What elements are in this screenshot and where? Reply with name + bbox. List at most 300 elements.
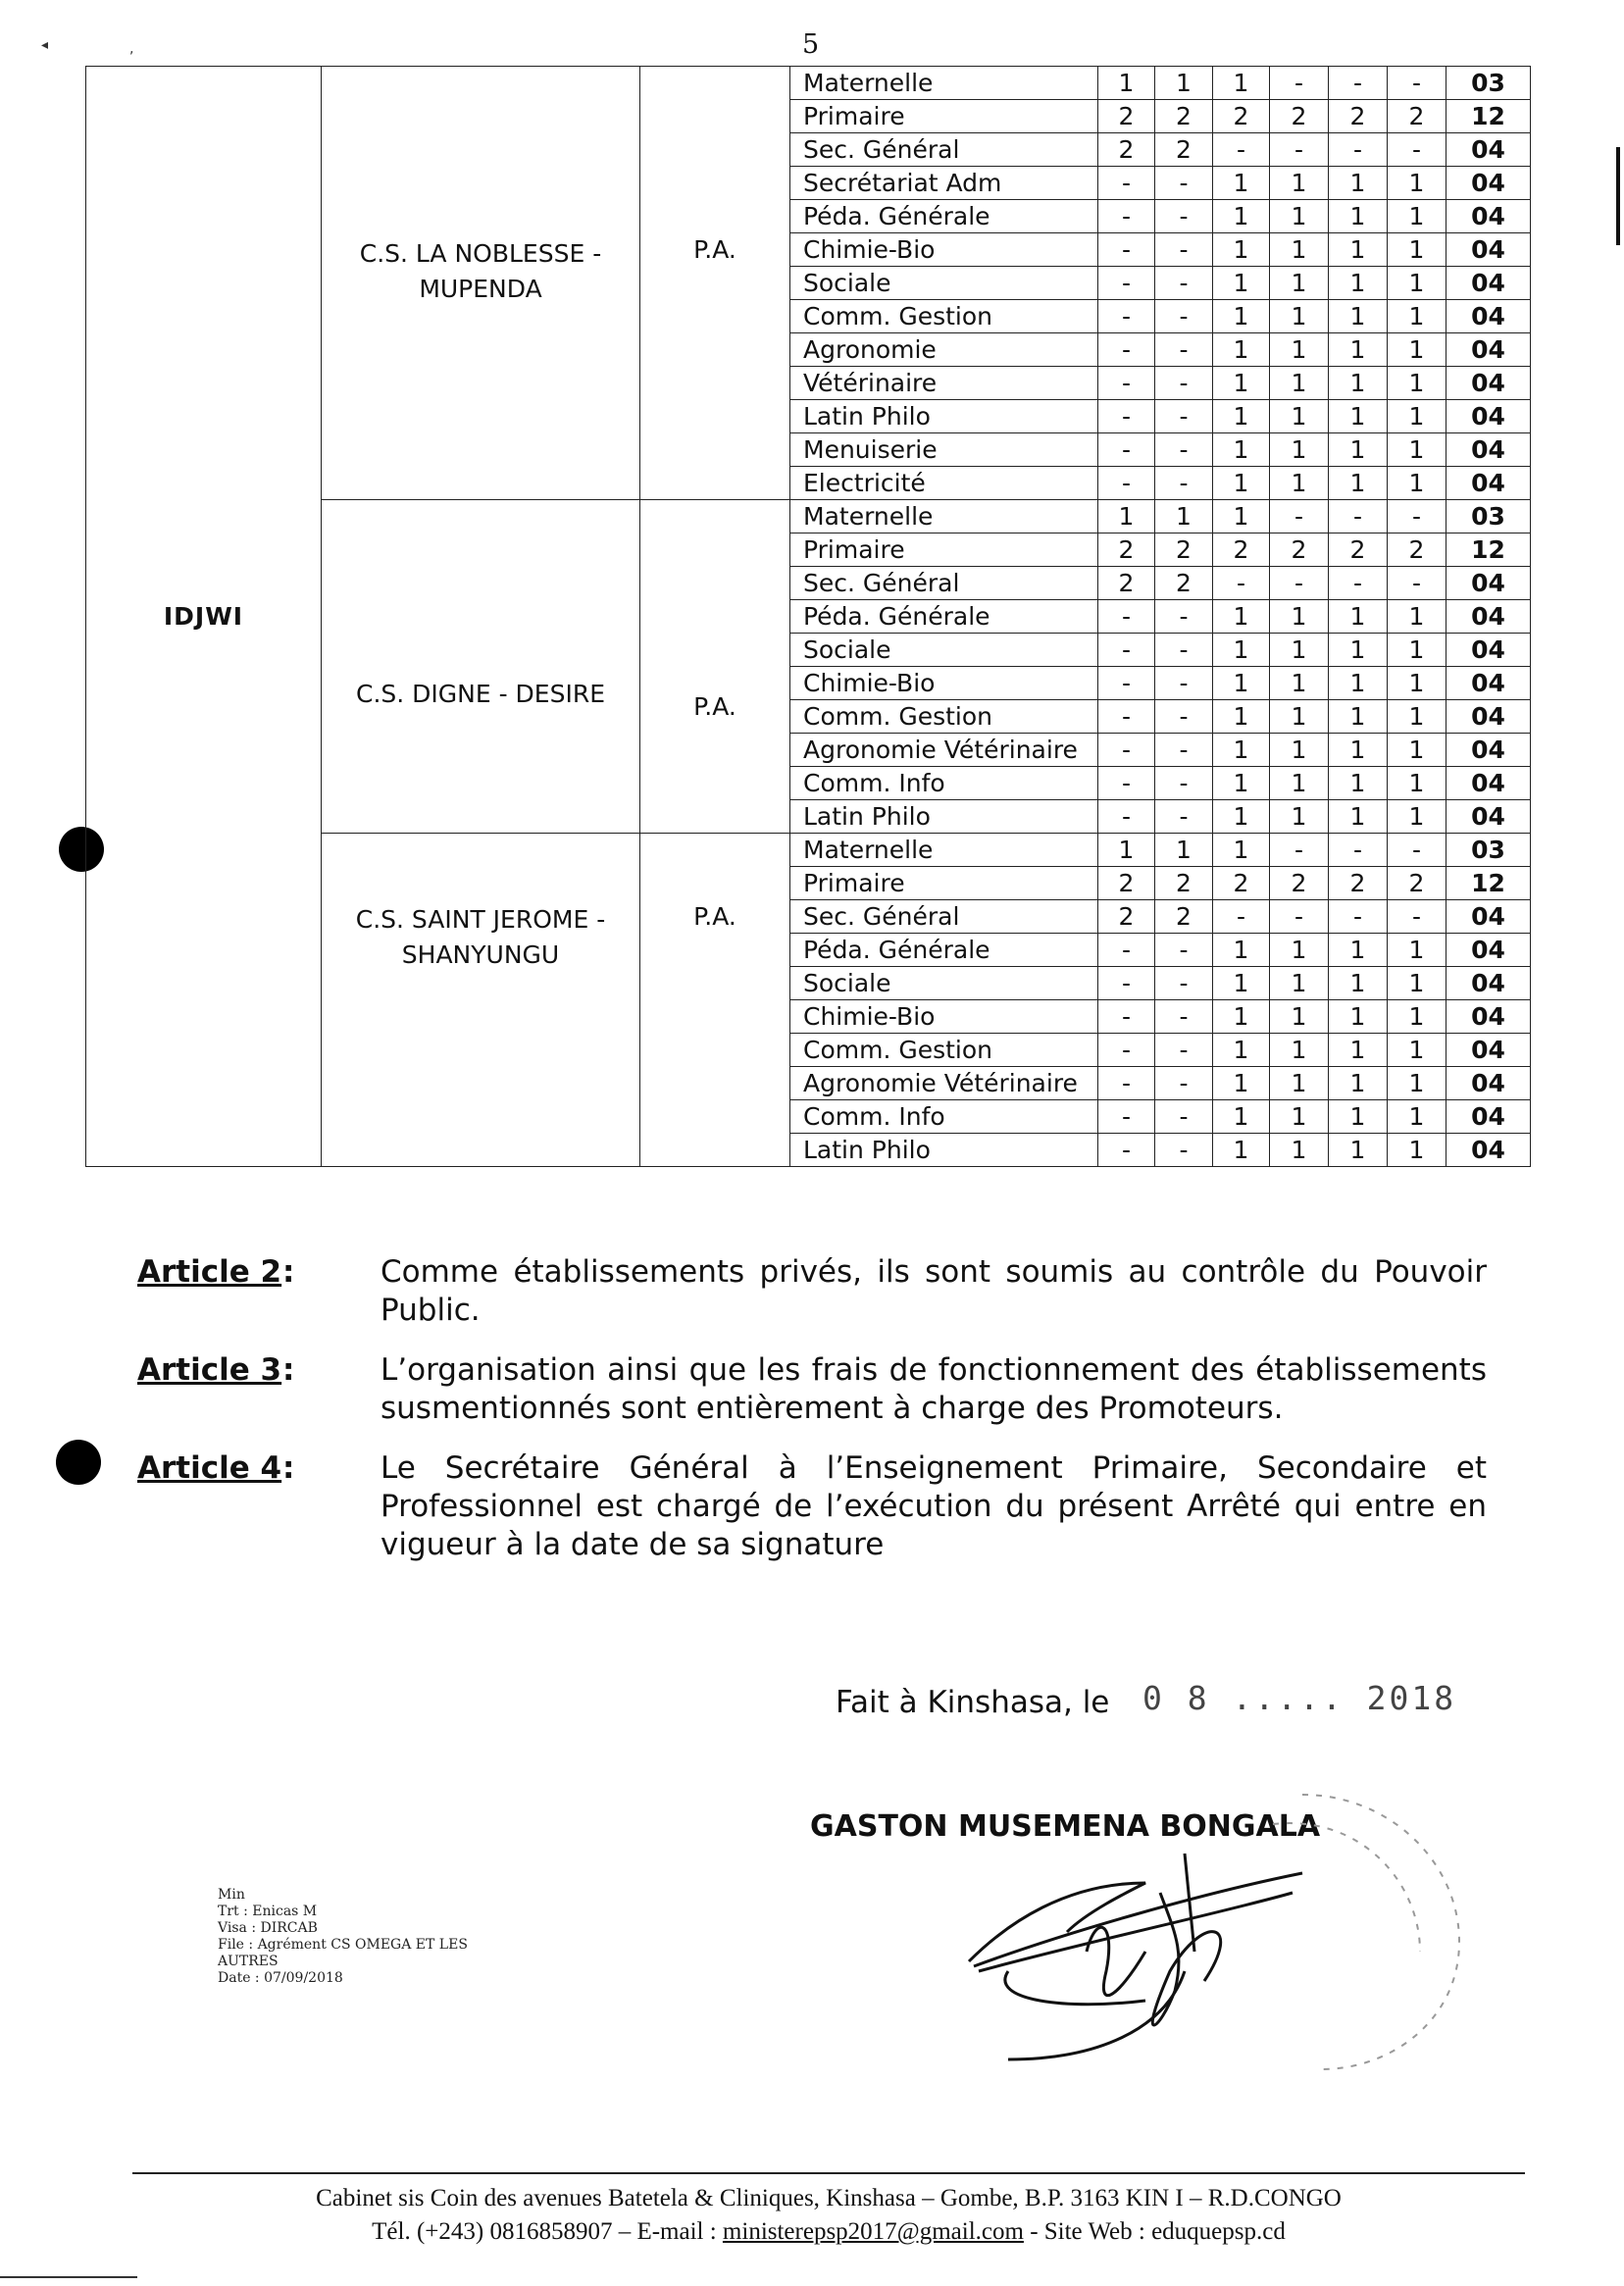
class-count: - <box>1098 967 1155 1000</box>
row-total: 04 <box>1446 467 1531 500</box>
row-total: 04 <box>1446 800 1531 834</box>
class-count: - <box>1155 233 1213 267</box>
status-label: P.A. <box>693 235 736 264</box>
signer-name: GASTON MUSEMENA BONGALA <box>810 1809 1321 1844</box>
row-total: 04 <box>1446 200 1531 233</box>
class-count: - <box>1388 834 1446 867</box>
class-count: 2 <box>1098 867 1155 900</box>
class-count: - <box>1098 934 1155 967</box>
class-count: 1 <box>1270 1067 1329 1100</box>
ref-date: Date : 07/09/2018 <box>218 1970 343 1986</box>
class-count: 1 <box>1388 300 1446 333</box>
class-count: - <box>1155 200 1213 233</box>
class-count: 1 <box>1329 600 1388 634</box>
class-count: 1 <box>1155 500 1213 533</box>
class-count: - <box>1213 133 1270 167</box>
class-count: - <box>1155 433 1213 467</box>
class-count: 1 <box>1329 200 1388 233</box>
class-count: 1 <box>1213 67 1270 100</box>
ref-min: Min <box>218 1887 245 1903</box>
class-count: 1 <box>1388 600 1446 634</box>
section-name: Latin Philo <box>790 1134 1098 1167</box>
school-name-cell <box>322 67 640 500</box>
section-name: Primaire <box>790 867 1098 900</box>
table-row <box>86 67 1531 100</box>
class-count: 1 <box>1329 300 1388 333</box>
section-name: Latin Philo <box>790 400 1098 433</box>
class-count: - <box>1098 167 1155 200</box>
class-count: 2 <box>1270 100 1329 133</box>
class-count: 1 <box>1388 1034 1446 1067</box>
class-count: - <box>1155 667 1213 700</box>
section-name: Primaire <box>790 533 1098 567</box>
class-count: 1 <box>1270 1034 1329 1067</box>
section-name: Comm. Gestion <box>790 1034 1098 1067</box>
class-count: 1 <box>1270 200 1329 233</box>
class-count: 1 <box>1329 1034 1388 1067</box>
class-count: 1 <box>1213 333 1270 367</box>
class-count: 1 <box>1213 634 1270 667</box>
ref-file: File : Agrément CS OMEGA ET LES <box>218 1937 468 1953</box>
class-count: 1 <box>1098 834 1155 867</box>
class-count: - <box>1155 467 1213 500</box>
class-count: - <box>1098 734 1155 767</box>
class-count: 1 <box>1270 1000 1329 1034</box>
class-count: 2 <box>1329 100 1388 133</box>
class-count: 2 <box>1155 867 1213 900</box>
class-count: 1 <box>1329 800 1388 834</box>
class-count: 1 <box>1329 934 1388 967</box>
class-count: - <box>1155 934 1213 967</box>
reference-block <box>218 1887 468 1987</box>
date-stamp: 0 8 ..... 2018 <box>1142 1679 1457 1717</box>
row-total: 04 <box>1446 133 1531 167</box>
class-count: - <box>1098 367 1155 400</box>
section-name: Sec. Général <box>790 900 1098 934</box>
page-number: 5 <box>802 29 820 60</box>
class-count: - <box>1270 133 1329 167</box>
class-count: - <box>1155 1034 1213 1067</box>
class-count: - <box>1155 600 1213 634</box>
region-cell: IDJWI <box>86 67 322 1167</box>
class-count: - <box>1098 333 1155 367</box>
class-count: 1 <box>1270 967 1329 1000</box>
place-date: Fait à Kinshasa, le <box>836 1685 1110 1720</box>
row-total: 04 <box>1446 734 1531 767</box>
scan-edge <box>0 2276 137 2278</box>
class-count: 1 <box>1213 1067 1270 1100</box>
class-count: 2 <box>1098 133 1155 167</box>
row-total: 04 <box>1446 267 1531 300</box>
class-count: 2 <box>1329 533 1388 567</box>
section-name: Sociale <box>790 634 1098 667</box>
class-count: 1 <box>1213 667 1270 700</box>
class-count: - <box>1155 767 1213 800</box>
row-total: 04 <box>1446 967 1531 1000</box>
class-count: 1 <box>1388 267 1446 300</box>
class-count: 1 <box>1213 1034 1270 1067</box>
class-count: 1 <box>1329 167 1388 200</box>
class-count: 1 <box>1329 634 1388 667</box>
class-count: - <box>1155 167 1213 200</box>
scan-mark: , <box>129 41 134 57</box>
footer-email-link[interactable]: ministerepsp2017@gmail.com <box>722 2218 1024 2245</box>
class-count: 1 <box>1213 600 1270 634</box>
row-total: 04 <box>1446 634 1531 667</box>
footer-divider <box>132 2172 1525 2174</box>
section-name: Comm. Info <box>790 767 1098 800</box>
class-count: - <box>1098 600 1155 634</box>
class-count: 2 <box>1213 533 1270 567</box>
school-name: C.S. LA NOBLESSE - <box>359 239 602 268</box>
class-count: 2 <box>1155 900 1213 934</box>
class-count: 1 <box>1213 200 1270 233</box>
row-total: 12 <box>1446 533 1531 567</box>
class-count: - <box>1098 800 1155 834</box>
class-count: - <box>1098 1134 1155 1167</box>
class-count: 1 <box>1388 800 1446 834</box>
class-count: - <box>1098 400 1155 433</box>
section-name: Péda. Générale <box>790 600 1098 634</box>
class-count: 1 <box>1388 333 1446 367</box>
class-count: 1 <box>1388 167 1446 200</box>
row-total: 12 <box>1446 867 1531 900</box>
section-name: Electricité <box>790 467 1098 500</box>
class-count: - <box>1155 367 1213 400</box>
class-count: - <box>1098 767 1155 800</box>
class-count: 1 <box>1329 767 1388 800</box>
class-count: - <box>1388 567 1446 600</box>
class-count: 1 <box>1329 400 1388 433</box>
class-count: 1 <box>1213 967 1270 1000</box>
footer-contact <box>132 2218 1525 2246</box>
class-count: - <box>1213 900 1270 934</box>
class-count: - <box>1329 567 1388 600</box>
class-count: - <box>1213 567 1270 600</box>
class-count: 2 <box>1329 867 1388 900</box>
row-total: 04 <box>1446 1000 1531 1034</box>
class-count: 1 <box>1329 233 1388 267</box>
class-count: 1 <box>1213 267 1270 300</box>
class-count: 1 <box>1329 1134 1388 1167</box>
row-total: 04 <box>1446 567 1531 600</box>
section-name: Sociale <box>790 967 1098 1000</box>
class-count: 2 <box>1155 133 1213 167</box>
school-name: C.S. SAINT JEROME - <box>355 905 606 934</box>
school-name-cell <box>322 500 640 834</box>
ref-trt: Trt : Enicas M <box>218 1904 318 1919</box>
class-count: - <box>1098 700 1155 734</box>
class-count: 1 <box>1388 400 1446 433</box>
class-count: 1 <box>1213 500 1270 533</box>
section-name: Comm. Gestion <box>790 700 1098 734</box>
class-count: - <box>1155 734 1213 767</box>
class-count: - <box>1098 267 1155 300</box>
class-count: 2 <box>1098 100 1155 133</box>
class-count: - <box>1098 300 1155 333</box>
class-count: 2 <box>1213 867 1270 900</box>
section-name: Agronomie <box>790 333 1098 367</box>
row-total: 04 <box>1446 900 1531 934</box>
class-count: - <box>1155 1100 1213 1134</box>
class-count: 1 <box>1213 1100 1270 1134</box>
class-count: - <box>1098 200 1155 233</box>
class-count: - <box>1329 834 1388 867</box>
class-count: 1 <box>1388 734 1446 767</box>
class-count: 1 <box>1388 700 1446 734</box>
status-label: P.A. <box>693 692 736 721</box>
class-count: 1 <box>1270 1100 1329 1134</box>
section-name: Sec. Général <box>790 567 1098 600</box>
article-label: Article 4 <box>137 1450 282 1486</box>
class-count: - <box>1270 834 1329 867</box>
signature-and-seal <box>949 1775 1479 2099</box>
section-name: Maternelle <box>790 67 1098 100</box>
class-count: 1 <box>1329 433 1388 467</box>
class-count: 1 <box>1329 333 1388 367</box>
class-count: - <box>1329 133 1388 167</box>
class-count: 1 <box>1329 734 1388 767</box>
class-count: - <box>1098 667 1155 700</box>
class-count: 1 <box>1388 1067 1446 1100</box>
class-count: 1 <box>1213 834 1270 867</box>
class-count: 1 <box>1270 467 1329 500</box>
class-count: 1 <box>1213 433 1270 467</box>
class-count: 1 <box>1388 634 1446 667</box>
class-count: 2 <box>1270 533 1329 567</box>
class-count: 1 <box>1213 233 1270 267</box>
class-count: 1 <box>1270 667 1329 700</box>
class-count: 1 <box>1329 1100 1388 1134</box>
class-count: - <box>1155 333 1213 367</box>
scan-edge <box>1616 147 1620 245</box>
class-count: - <box>1098 1034 1155 1067</box>
class-count: - <box>1155 967 1213 1000</box>
class-count: - <box>1270 900 1329 934</box>
row-total: 12 <box>1446 100 1531 133</box>
class-count: 2 <box>1155 100 1213 133</box>
footer-tel: Tél. (+243) 0816858907 – E-mail : <box>372 2218 723 2245</box>
section-name: Chimie-Bio <box>790 1000 1098 1034</box>
section-name: Comm. Info <box>790 1100 1098 1134</box>
row-total: 04 <box>1446 600 1531 634</box>
section-name: Péda. Générale <box>790 934 1098 967</box>
class-count: 1 <box>1213 367 1270 400</box>
status-cell <box>640 500 790 834</box>
class-count: - <box>1098 1100 1155 1134</box>
ref-visa: Visa : DIRCAB <box>218 1920 318 1936</box>
row-total: 03 <box>1446 67 1531 100</box>
class-count: 1 <box>1213 400 1270 433</box>
school-name-cell <box>322 834 640 1167</box>
class-count: - <box>1098 433 1155 467</box>
class-count: 1 <box>1213 700 1270 734</box>
class-count: 2 <box>1213 100 1270 133</box>
class-count: 2 <box>1388 867 1446 900</box>
class-count: 1 <box>1270 800 1329 834</box>
class-count: 2 <box>1155 533 1213 567</box>
class-count: - <box>1155 700 1213 734</box>
class-count: - <box>1155 267 1213 300</box>
class-count: - <box>1388 900 1446 934</box>
class-count: 1 <box>1270 400 1329 433</box>
class-count: 1 <box>1388 233 1446 267</box>
class-count: 1 <box>1213 467 1270 500</box>
class-count: 1 <box>1388 934 1446 967</box>
class-count: - <box>1098 1067 1155 1100</box>
class-count: - <box>1329 900 1388 934</box>
class-count: - <box>1155 300 1213 333</box>
class-count: 1 <box>1329 267 1388 300</box>
class-count: - <box>1388 133 1446 167</box>
row-total: 04 <box>1446 300 1531 333</box>
class-count: 1 <box>1388 767 1446 800</box>
class-count: 2 <box>1098 900 1155 934</box>
class-count: - <box>1329 500 1388 533</box>
class-count: 1 <box>1270 300 1329 333</box>
class-count: 1 <box>1155 67 1213 100</box>
section-name: Maternelle <box>790 834 1098 867</box>
row-total: 04 <box>1446 333 1531 367</box>
row-total: 04 <box>1446 1100 1531 1134</box>
class-count: 1 <box>1155 834 1213 867</box>
class-count: 1 <box>1388 667 1446 700</box>
school-name-cont: SHANYUNGU <box>401 940 560 969</box>
class-count: 1 <box>1213 800 1270 834</box>
class-count: - <box>1098 467 1155 500</box>
class-count: - <box>1155 800 1213 834</box>
class-count: 1 <box>1329 467 1388 500</box>
section-name: Sec. Général <box>790 133 1098 167</box>
class-count: - <box>1155 400 1213 433</box>
class-count: 1 <box>1329 700 1388 734</box>
class-count: 1 <box>1388 367 1446 400</box>
status-cell <box>640 67 790 500</box>
row-total: 04 <box>1446 1034 1531 1067</box>
class-count: - <box>1155 1134 1213 1167</box>
class-count: 2 <box>1155 567 1213 600</box>
class-count: 1 <box>1213 934 1270 967</box>
class-count: 2 <box>1388 533 1446 567</box>
row-total: 04 <box>1446 934 1531 967</box>
scan-mark: ◂ <box>41 37 49 53</box>
class-count: - <box>1098 233 1155 267</box>
row-total: 03 <box>1446 834 1531 867</box>
ref-file-cont: AUTRES <box>218 1954 279 1969</box>
class-count: 1 <box>1270 734 1329 767</box>
class-count: 1 <box>1098 67 1155 100</box>
class-count: 1 <box>1098 500 1155 533</box>
section-name: Menuiserie <box>790 433 1098 467</box>
class-count: 2 <box>1098 567 1155 600</box>
row-total: 04 <box>1446 433 1531 467</box>
section-name: Péda. Générale <box>790 200 1098 233</box>
punch-hole <box>56 1440 101 1485</box>
class-count: 2 <box>1270 867 1329 900</box>
row-total: 04 <box>1446 700 1531 734</box>
row-total: 04 <box>1446 233 1531 267</box>
section-name: Chimie-Bio <box>790 667 1098 700</box>
class-count: 1 <box>1329 967 1388 1000</box>
class-count: - <box>1155 634 1213 667</box>
class-count: 1 <box>1388 1000 1446 1034</box>
class-count: 1 <box>1270 333 1329 367</box>
article-text: Comme établissements privés, ils sont soumis au contrôle du Pouvoir Public. <box>381 1254 1487 1328</box>
class-count: 1 <box>1213 1000 1270 1034</box>
schools-table <box>85 66 1531 1167</box>
section-name: Chimie-Bio <box>790 233 1098 267</box>
row-total: 04 <box>1446 767 1531 800</box>
row-total: 04 <box>1446 1134 1531 1167</box>
class-count: 1 <box>1270 433 1329 467</box>
row-total: 04 <box>1446 667 1531 700</box>
class-count: - <box>1098 634 1155 667</box>
class-count: - <box>1155 1000 1213 1034</box>
section-name: Agronomie Vétérinaire <box>790 734 1098 767</box>
school-name-cont: MUPENDA <box>419 275 542 303</box>
class-count: 1 <box>1388 1100 1446 1134</box>
class-count: 1 <box>1388 467 1446 500</box>
class-count: 2 <box>1388 100 1446 133</box>
class-count: - <box>1270 567 1329 600</box>
footer-web: - Site Web : eduquepsp.cd <box>1023 2218 1286 2245</box>
class-count: 1 <box>1213 1134 1270 1167</box>
row-total: 03 <box>1446 500 1531 533</box>
footer-address: Cabinet sis Coin des avenues Batetela & Cliniques, Kinshasa – Gombe, B.P. 3163 KIN I – R.D.CONGO <box>316 2185 1342 2211</box>
class-count: 1 <box>1388 433 1446 467</box>
class-count: 1 <box>1329 1000 1388 1034</box>
class-count: 1 <box>1213 767 1270 800</box>
school-name: C.S. DIGNE - DESIRE <box>355 680 606 708</box>
class-count: - <box>1270 500 1329 533</box>
status-label: P.A. <box>693 902 736 931</box>
class-count: - <box>1388 500 1446 533</box>
section-name: Vétérinaire <box>790 367 1098 400</box>
class-count: 1 <box>1213 167 1270 200</box>
class-count: 1 <box>1388 200 1446 233</box>
class-count: - <box>1098 1000 1155 1034</box>
class-count: - <box>1270 67 1329 100</box>
section-name: Secrétariat Adm <box>790 167 1098 200</box>
class-count: 1 <box>1388 967 1446 1000</box>
row-total: 04 <box>1446 367 1531 400</box>
class-count: 1 <box>1329 367 1388 400</box>
class-count: 1 <box>1270 367 1329 400</box>
status-cell <box>640 834 790 1167</box>
class-count: 1 <box>1329 1067 1388 1100</box>
article-text: L’organisation ainsi que les frais de fonctionnement des établissements susmentionnés sont entièrement à charge des Promoteurs. <box>381 1352 1487 1426</box>
article-text: Le Secrétaire Général à l’Enseignement Primaire, Secondaire et Professionnel est chargé de l’exécution du présent Arrêté qui entre en vigueur à la date de sa signature <box>381 1450 1487 1562</box>
row-total: 04 <box>1446 1067 1531 1100</box>
section-name: Comm. Gestion <box>790 300 1098 333</box>
class-count: 1 <box>1270 700 1329 734</box>
class-count: 1 <box>1270 634 1329 667</box>
class-count: 1 <box>1213 734 1270 767</box>
section-name: Agronomie Vétérinaire <box>790 1067 1098 1100</box>
class-count: 1 <box>1270 767 1329 800</box>
class-count: - <box>1388 67 1446 100</box>
class-count: 1 <box>1270 600 1329 634</box>
class-count: 1 <box>1213 300 1270 333</box>
class-count: 1 <box>1270 233 1329 267</box>
class-count: 1 <box>1270 267 1329 300</box>
section-name: Latin Philo <box>790 800 1098 834</box>
section-name: Sociale <box>790 267 1098 300</box>
class-count: 1 <box>1270 934 1329 967</box>
section-name: Primaire <box>790 100 1098 133</box>
class-count: 1 <box>1270 167 1329 200</box>
class-count: - <box>1329 67 1388 100</box>
